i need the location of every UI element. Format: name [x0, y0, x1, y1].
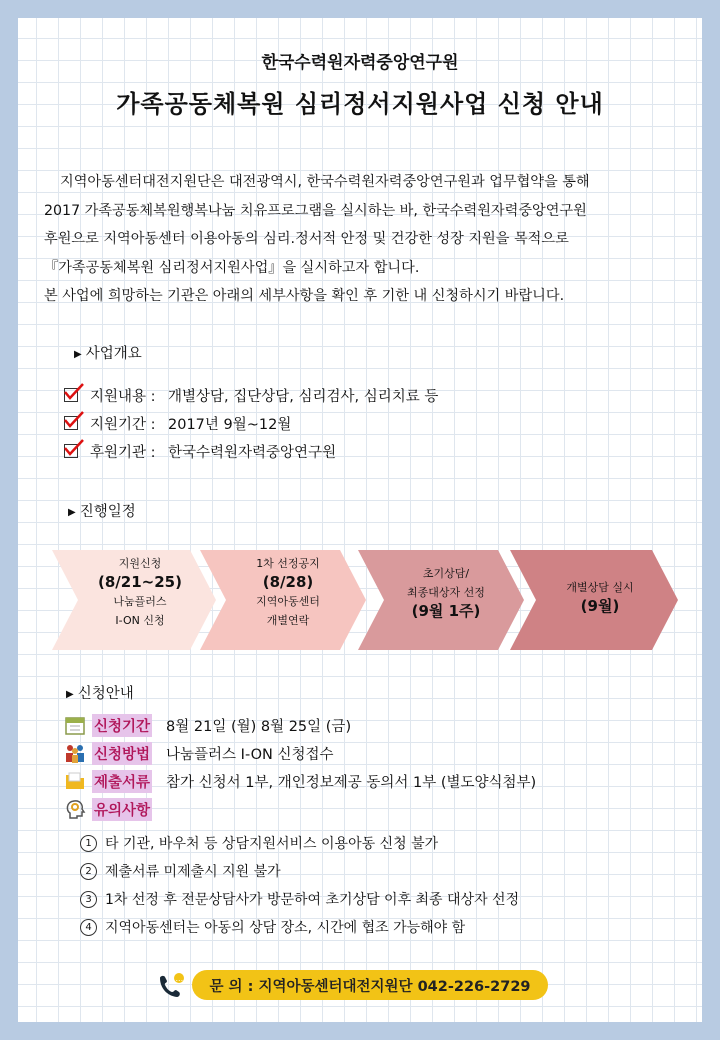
folder-icon: [64, 770, 86, 792]
checkbox-checked-icon: [64, 444, 78, 458]
organization-name: 한국수력원자력중앙연구원: [261, 53, 459, 73]
calendar-icon: [64, 714, 86, 736]
intro-line: 본 사업에 희망하는 기관은 아래의 세부사항을 확인 후 기한 내 신청하시기 바랍니다.: [44, 288, 565, 304]
notice-number: 2: [80, 863, 97, 880]
people-icon: [64, 742, 86, 764]
overview-label: 지원내용 :: [90, 388, 156, 405]
apply-row: [64, 768, 536, 794]
overview-label: 지원기간 :: [90, 416, 156, 433]
section-heading-apply: ▶ 신청안내: [66, 686, 134, 702]
overview-item: [64, 438, 336, 464]
contact-banner: [192, 970, 548, 1000]
section-heading-schedule: ▶ 진행일정: [68, 504, 136, 520]
overview-item: [64, 382, 438, 408]
apply-row: [64, 712, 351, 738]
process-step: 지원신청 (8/21~25) 나눔플러스 I-ON 신청: [98, 557, 182, 627]
triangle-bullet-icon: ▶: [66, 689, 74, 700]
apply-label: 신청방법: [92, 742, 152, 765]
notice-text: 지역아동센터는 아동의 상담 장소, 시간에 협조 가능해야 함: [105, 920, 466, 936]
page-title: 가족공동체복원 심리정서지원사업 신청 안내: [116, 90, 604, 118]
overview-value: 2017년 9월~12월: [168, 416, 292, 433]
triangle-bullet-icon: ▶: [74, 349, 82, 360]
overview-label: 후원기관 :: [90, 444, 156, 461]
notice-item: [80, 830, 438, 856]
intro-line: 후원으로 지역아동센터 이용아동의 심리.정서적 안정 및 건강한 성장 지원을 목적으로: [44, 231, 569, 247]
process-step: 개별상담 실시 (9월): [566, 581, 634, 615]
apply-label: 신청기간: [92, 714, 152, 737]
triangle-bullet-icon: ▶: [68, 507, 76, 518]
apply-value: 나눔플러스 I-ON 신청접수: [166, 746, 334, 763]
section-heading-overview: ▶ 사업개요: [74, 346, 142, 362]
notice-number: 1: [80, 835, 97, 852]
intro-line: 2017 가족공동체복원행복나눔 치유프로그램을 실시하는 바, 한국수력원자력중앙연구원: [44, 202, 587, 219]
notice-item: [80, 886, 519, 912]
overview-item: [64, 410, 291, 436]
intro-line: 지역아동센터대전지원단은 대전광역시, 한국수력원자력중앙연구원과 업무협약을 통해: [60, 174, 590, 190]
apply-label: 제출서류: [92, 770, 152, 793]
apply-value: 참가 신청서 1부, 개인정보제공 동의서 1부 (별도양식첨부): [166, 774, 537, 791]
intro-line: 『가족공동체복원 심리정서지원사업』을 실시하고자 합니다.: [44, 259, 420, 276]
notice-item: [80, 858, 281, 884]
head-gear-icon: [64, 798, 86, 820]
notice-item: [80, 914, 465, 940]
apply-row: [64, 796, 166, 822]
phone-icon: [156, 972, 188, 1004]
apply-label: 유의사항: [92, 798, 152, 821]
checkbox-checked-icon: [64, 388, 78, 402]
notice-text: 제출서류 미제출시 지원 불가: [105, 864, 281, 880]
process-step: 초기상담/ 최종대상자 선정 (9월 1주): [407, 567, 485, 620]
process-step: 1차 선정공지 (8/28) 지역아동센터 개별연락: [256, 557, 320, 627]
notice-text: 타 기관, 바우처 등 상담지원서비스 이용아동 신청 불가: [105, 836, 439, 852]
notice-number: 3: [80, 891, 97, 908]
contact-text: 문 의 : 지역아동센터대전지원단 042-226-2729: [209, 978, 531, 995]
process-flow: [0, 548, 720, 652]
apply-value: 8월 21일 (월) 8월 25일 (금): [166, 718, 352, 735]
intro-paragraph: [44, 168, 690, 311]
checkbox-checked-icon: [64, 416, 78, 430]
svg-text:...: ...: [175, 974, 184, 983]
overview-value: 개별상담, 집단상담, 심리검사, 심리치료 등: [168, 388, 439, 405]
overview-value: 한국수력원자력중앙연구원: [168, 444, 337, 461]
apply-row: [64, 740, 333, 766]
notice-text: 1차 선정 후 전문상담사가 방문하여 초기상담 이후 최종 대상자 선정: [105, 892, 520, 908]
notice-number: 4: [80, 919, 97, 936]
